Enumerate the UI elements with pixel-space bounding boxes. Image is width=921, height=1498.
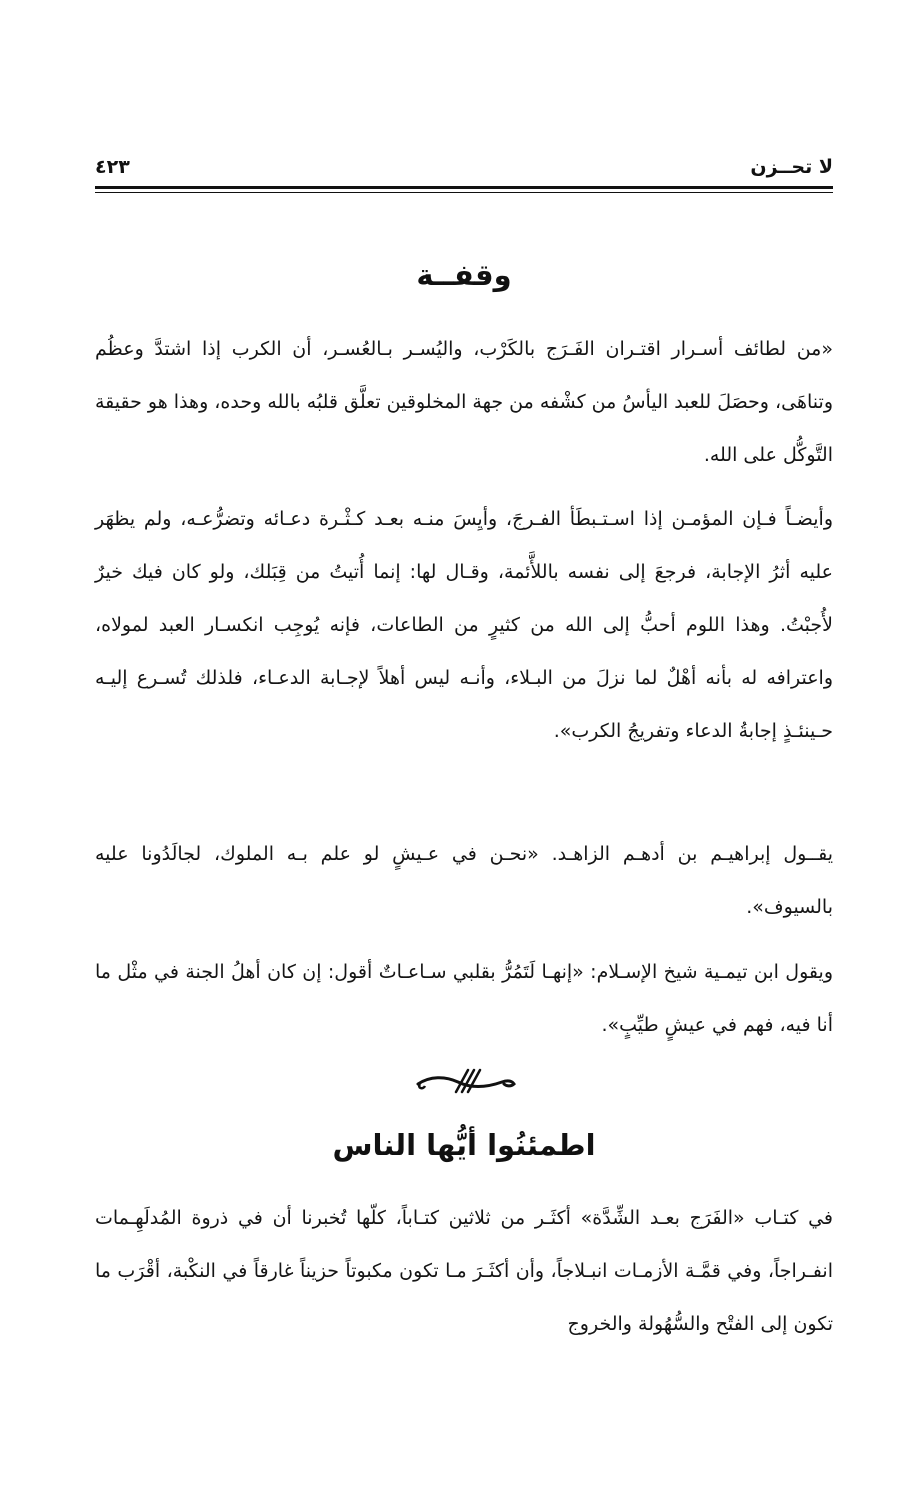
- section-heading-reassure: اطمئنُوا أيُّها الناس: [332, 1128, 596, 1162]
- paragraph: وأيضـاً فـإن المؤمـن إذا اسـتـبطَأ الفـرجَ، وأيِسَ منـه بعـد كـثْـرة دعـائه وتضرُّعـه، ولم يظهَر عليه أثرُ الإجابة، فرجعَ إلى نفسه باللأَّئمة، وقـال لها: إنما أُتيتُ من قِبَلك، ولو كان فيك خيرٌ لأُجبْتُ. وهذا اللوم أحبُّ إلى الله من كثيرٍ من الطاعات، فإنه يُوجِب انكسـار العبد لمولاه، واعترافه له بأنه أهْلٌ لما نزلَ من البـلاء، وأنـه ليس أهلاً لإجـابة الدعـاء، فلذلك تُسـرع إليـه حـينئـذٍ إجابةُ الدعاء وتفريجُ الكرب».: [95, 508, 833, 742]
- header-rule-thick: [95, 186, 833, 189]
- paragraph: «من لطائف أسـرار اقتـران الفَـرَج بالكَرْب، واليُسـر بـالعُسـر، أن الكرب إذا اشتدَّ وعظُم وتناهَى، وحصَلَ للعبد اليأسُ من كشْفه من جهة المخلوقين تعلَّق قلبُه بالله وحده، وهذا هو حقيقة التَّوكُّل على الله.: [95, 338, 833, 466]
- header-rule-thin: [95, 192, 833, 193]
- paragraph: في كتـاب «الفَرَج بعـد الشِّدَّة» أكثَـر من ثلاثين كتـاباً، كلّها تُخبرنا أن في ذروة المُدلَهِـمات انفـراجاً، وفي قمَّـة الأزمـات انبـلاجاً، وأن أكثَـرَ مـا تكون مكبوتاً حزيناً غارقاً في النكْبة، أقْرَب ما تكون إلى الفتْح والسُّهُولة والخروج: [95, 1207, 833, 1335]
- section-divider-ornament-icon: [410, 1062, 520, 1102]
- page-header: [95, 150, 833, 190]
- paragraph: ويقول ابن تيمـية شيخ الإسـلام: «إنهـا لَتَمُرُّ بقلبي سـاعـاتٌ أقول: إن كان أهلُ الجنة في مثْل ما أنا فيه، فهم في عيشٍ طيِّبٍ».: [95, 961, 833, 1036]
- section-heading-pause: وقفــة: [416, 258, 512, 292]
- paragraph: يقــول إبراهيـم بن أدهـم الزاهـد. «نحـن في عـيشٍ لو علم بـه الملوك، لجالَدُونا عليه بالسيوف».: [95, 843, 833, 918]
- page-number: ٤٢٣: [95, 156, 130, 178]
- running-title: لا تحــزن: [750, 156, 833, 178]
